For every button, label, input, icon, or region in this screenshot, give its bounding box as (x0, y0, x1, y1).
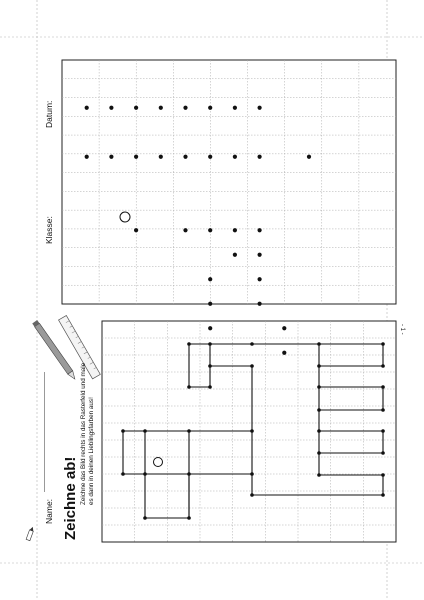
example-dot (208, 342, 212, 346)
example-dot (381, 385, 385, 389)
grid-dot (258, 277, 262, 281)
grid-dot (159, 106, 163, 110)
task-instruction: Zeichne das Bild rechts in das Rasterfeld und male es dann in deinen Lieblingsfarben aus! (80, 362, 95, 505)
grid-dot (233, 155, 237, 159)
grid-dot (208, 106, 212, 110)
name-label: Name: (44, 498, 54, 524)
example-dot (143, 472, 147, 476)
example-dot (381, 408, 385, 412)
pen-icon (26, 526, 35, 541)
example-dot (317, 451, 321, 455)
example-dot (187, 472, 191, 476)
task-title: Zeichne ab! (62, 456, 79, 540)
example-dot (317, 473, 321, 477)
grid-dot (282, 326, 286, 330)
example-dot (381, 493, 385, 497)
example-dot (317, 364, 321, 368)
grid-dot (109, 106, 113, 110)
grid-dot (258, 106, 262, 110)
grid-dot (85, 155, 89, 159)
example-dot (317, 385, 321, 389)
example-dot (250, 493, 254, 497)
grid-dot (159, 155, 163, 159)
example-dot (121, 429, 125, 433)
example-dot (187, 516, 191, 520)
example-dot (381, 364, 385, 368)
grid-dot (183, 228, 187, 232)
grid-dot (233, 253, 237, 257)
example-dot (250, 472, 254, 476)
example-dot (208, 364, 212, 368)
example-dot (317, 408, 321, 412)
grid-dot (208, 228, 212, 232)
example-dot (381, 342, 385, 346)
grid-dot (109, 155, 113, 159)
grid-dot (258, 228, 262, 232)
example-dot (381, 429, 385, 433)
example-dot (143, 429, 147, 433)
grid-dot (134, 155, 138, 159)
example-dot (317, 342, 321, 346)
page-number: - 1 - (399, 324, 405, 335)
example-dot (250, 342, 254, 346)
name-underline (43, 372, 45, 492)
datum-label: Datum: (44, 100, 54, 128)
klasse-label: Klasse: (44, 216, 54, 244)
example-dot (250, 429, 254, 433)
example-dot (381, 451, 385, 455)
example-dot (187, 342, 191, 346)
grid-dot (134, 106, 138, 110)
grid-dot (282, 351, 286, 355)
example-dot (250, 364, 254, 368)
example-dot (208, 385, 212, 389)
example-dot (187, 429, 191, 433)
example-dot (317, 429, 321, 433)
grid-dot (307, 155, 311, 159)
grid-dot (208, 277, 212, 281)
grid-dot (208, 302, 212, 306)
grid-dot (233, 228, 237, 232)
grid-dot (258, 155, 262, 159)
example-dot (381, 473, 385, 477)
example-dot (121, 472, 125, 476)
example-dot (187, 385, 191, 389)
template-grid-frame (62, 60, 396, 304)
grid-dot (85, 106, 89, 110)
grid-dot (183, 106, 187, 110)
grid-dot (183, 155, 187, 159)
grid-dot (233, 106, 237, 110)
grid-dot (258, 253, 262, 257)
example-dot (143, 516, 147, 520)
grid-dot (134, 228, 138, 232)
grid-dot (208, 155, 212, 159)
grid-dot (208, 326, 212, 330)
grid-dot (258, 302, 262, 306)
